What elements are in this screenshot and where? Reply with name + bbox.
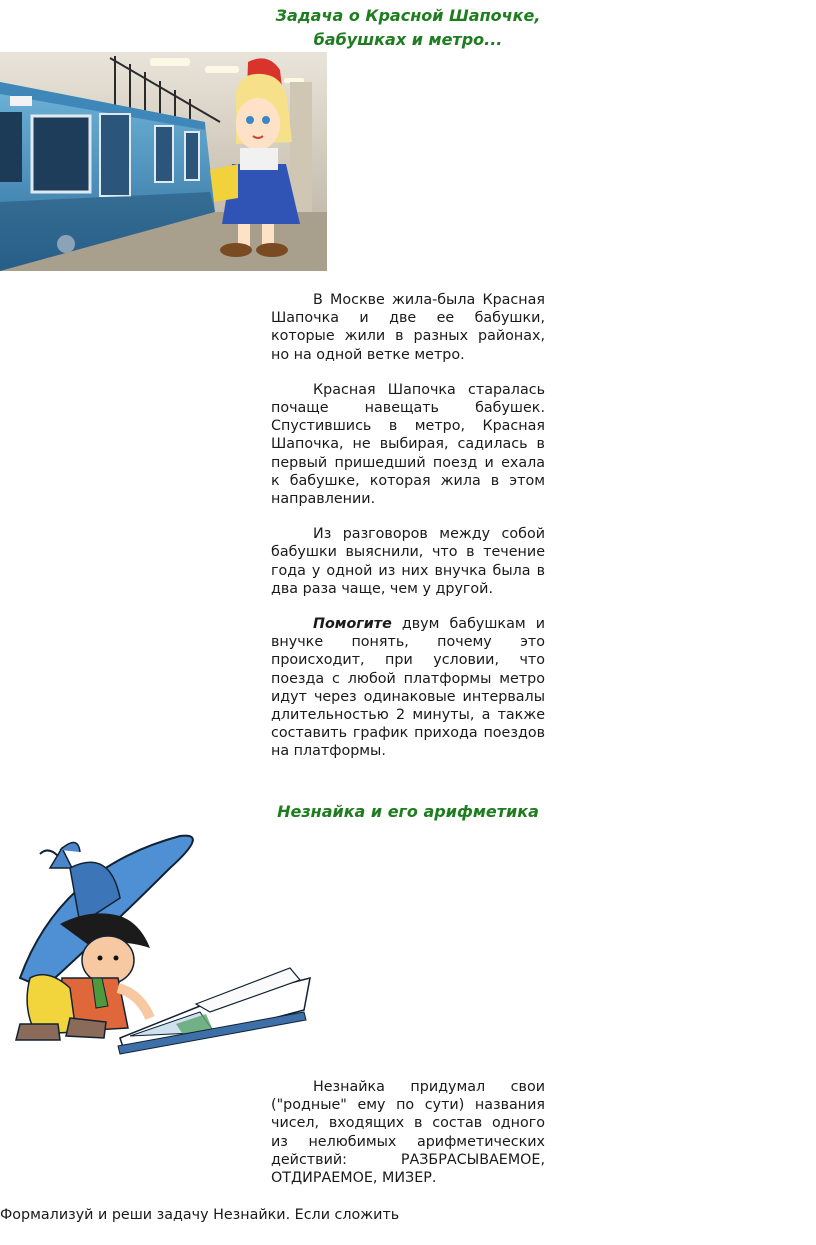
paragraph: Незнайка придумал свои ("родные" ему по сути) названия чисел, входящих в состав одного из нелюбимых арифметических действий: РАЗБРАСЫВАЕМОЕ, ОТДИРАЕМОЕ, МИЗЕР. — [271, 1079, 545, 1187]
section2-title: Незнайка и его арифметика — [277, 802, 539, 821]
section1-text — [271, 291, 545, 761]
paragraph: В Москве жила-была Красная Шапочка и две ее бабушки, которые жили в разных районах, но на одной ветке метро. — [271, 292, 545, 363]
footer-text: Формализуй и реши задачу Незнайки. Если сложить — [0, 1207, 400, 1223]
section1-title-line2: бабушках и метро... — [313, 30, 503, 49]
paragraph: Красная Шапочка старалась почаще навещать бабушек. Спустившись в метро, Красная Шапочка, не выбирая, садилась в первый пришедший поезд и ехала к бабушке, которая жила в этом направлении. — [271, 381, 545, 508]
neznayka-reading-illustration — [0, 828, 320, 1058]
paragraph: Из разговоров между собой бабушки выяснили, что в течение года у одной из них внучка была в два раза чаще, чем у другой. — [271, 526, 545, 597]
section1-title — [0, 4, 816, 52]
help-emphasis: Помогите — [313, 616, 392, 633]
help-paragraph — [271, 615, 545, 761]
section1-title-line1: Задача о Красной Шапочке, — [275, 6, 541, 25]
metro-red-riding-hood-illustration — [0, 52, 327, 271]
section2-text — [271, 1078, 545, 1187]
help-text: двум бабушкам и внучке понять, почему это происходит, при условии, что поезда с любой платформы метро идут через одинаковые интервалы длительностью 2 минуты, а также составить график прихода поездов на платформы. — [271, 616, 545, 760]
